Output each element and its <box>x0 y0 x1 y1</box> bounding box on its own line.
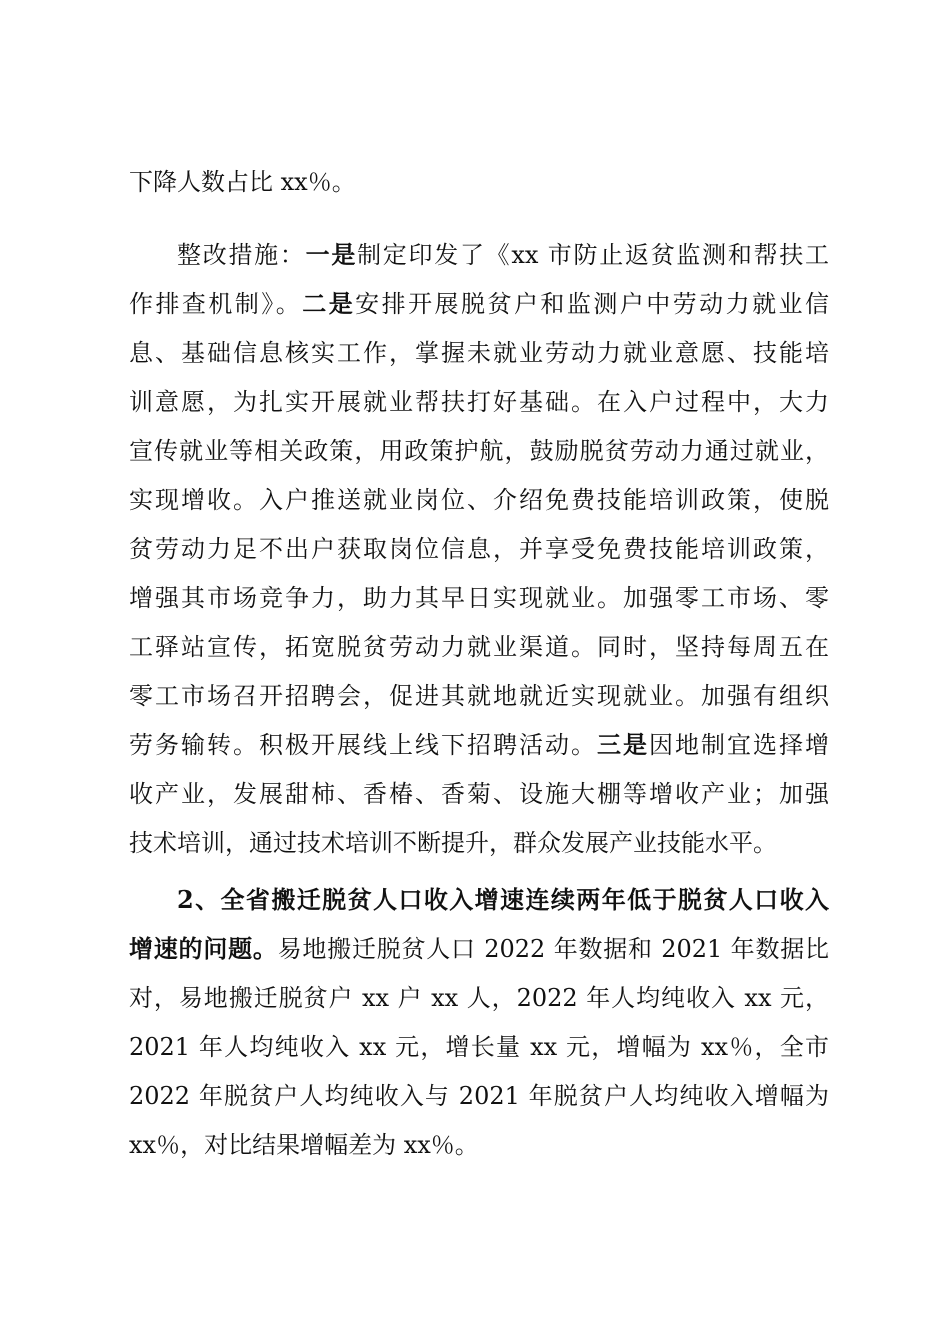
emphasis-text: 一是 <box>305 240 358 269</box>
paragraph-line: 增强其市场竞争力，助力其早日实现就业。加强零工市场、零 <box>129 584 829 612</box>
paragraph-line <box>129 284 829 324</box>
paragraph-line: 对，易地搬迁脱贫户 xx 户 xx 人，2022 年人均纯收入 xx 元， <box>129 984 829 1012</box>
paragraph-line <box>177 235 829 275</box>
line-text: 劳务输转。积极开展线上线下招聘活动。 <box>129 731 597 759</box>
paragraph-line: 2021 年人均纯收入 xx 元，增长量 xx 元，增幅为 xx％，全市 <box>129 1033 829 1061</box>
paragraph-line: 实现增收。入户推送就业岗位、介绍免费技能培训政策，使脱 <box>129 486 829 514</box>
emphasis-text: 三是 <box>597 730 649 759</box>
emphasis-text: 二是 <box>302 289 356 318</box>
paragraph-line: 宣传就业等相关政策，用政策护航，鼓励脱贫劳动力通过就业， <box>129 437 829 465</box>
line-text: 制定印发了《xx 市防止返贫监测和帮扶工 <box>357 241 830 269</box>
line-text: 因地制宜选择增 <box>649 731 829 759</box>
line-text: 安排开展脱贫户和监测户中劳动力就业信 <box>355 290 830 318</box>
paragraph-line: 贫劳动力足不出户获取岗位信息，并享受免费技能培训政策， <box>129 535 829 563</box>
paragraph-line: xx％，对比结果增幅差为 xx％。 <box>129 1131 479 1159</box>
paragraph-line <box>129 725 829 765</box>
paragraph-line: 工驿站宣传，拓宽脱贫劳动力就业渠道。同时，坚持每周五在 <box>129 633 829 661</box>
paragraph-line: 收产业，发展甜柿、香椿、香菊、设施大棚等增收产业；加强 <box>129 780 829 808</box>
emphasis-text: 增速的问题。 <box>129 934 278 963</box>
paragraph-line: 息、基础信息核实工作，掌握未就业劳动力就业意愿、技能培 <box>129 339 829 367</box>
paragraph-line: 训意愿，为扎实开展就业帮扶打好基础。在入户过程中，大力 <box>129 388 829 416</box>
line-text: 整改措施： <box>177 241 306 269</box>
paragraph-line: 下降人数占比 xx％。 <box>129 168 356 196</box>
paragraph-line: 零工市场召开招聘会，促进其就地就近实现就业。加强有组织 <box>129 682 829 710</box>
line-text: 作排查机制》。 <box>129 290 303 318</box>
paragraph-line: 2022 年脱贫户人均纯收入与 2021 年脱贫户人均纯收入增幅为 <box>129 1082 829 1110</box>
paragraph-line: 技术培训，通过技术培训不断提升，群众发展产业技能水平。 <box>129 829 777 857</box>
section-heading: 2、全省搬迁脱贫人口收入增速连续两年低于脱贫人口收入 <box>177 885 829 914</box>
paragraph-line <box>129 929 829 969</box>
line-text: 易地搬迁脱贫人口 2022 年数据和 2021 年数据比 <box>277 935 830 963</box>
